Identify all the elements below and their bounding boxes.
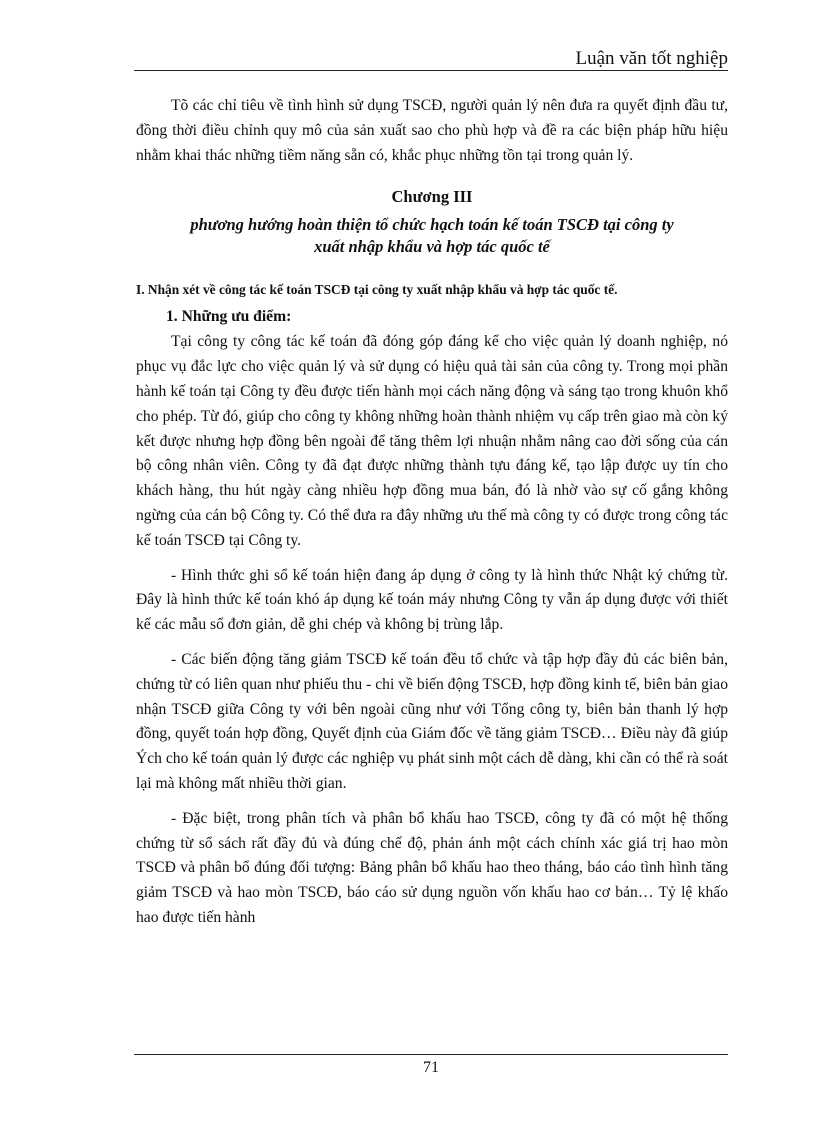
bullet-paragraph: - Các biến động tăng giảm TSCĐ kế toán đều tổ chức và tập hợp đầy đủ các biên bản, chứng từ có liên quan như phiếu thu - chi về biến động TSCĐ, hợp đồng kinh tế, biên bản giao nhận TSCĐ giữa Công ty với bên ngoài cũng như với Tổng công ty, biên bản thanh lý hợp đồng, quyết toán hợp đồng, Quyết định của Giám đốc về tăng giảm TSCĐ… Điều này đã giúp Ých cho kế toán quản lý được các nghiệp vụ phát sinh một cách dễ dàng, khi cần có thể rà soát lại mà không mất nhiều thời gian. <box>136 650 728 792</box>
header-title: Luận văn tốt nghiệp <box>575 48 728 69</box>
page-header <box>134 48 728 71</box>
page-content <box>136 94 728 931</box>
chapter-subtitle-line-1: phương hướng hoàn thiện tổ chức hạch toán kế toán TSCĐ tại công ty <box>190 215 674 235</box>
page-number: 71 <box>423 1059 439 1076</box>
footer-divider <box>134 1054 728 1055</box>
chapter-subtitle-line-2: xuất nhập khẩu và hợp tác quốc tế <box>314 237 550 257</box>
bullet-paragraph: - Đặc biệt, trong phân tích và phân bổ khấu hao TSCĐ, công ty đã có một hệ thống chứng từ sổ sách rất đầy đủ và đúng chế độ, phản ánh một cách chính xác giá trị hao mòn TSCĐ và phân bổ đúng đối tượng: Bảng phân bổ khấu hao theo tháng, báo cáo tình hình tăng giảm TSCĐ và hao mòn TSCĐ, báo cáo sử dụng nguồn vốn khấu hao cơ bản… Tỷ lệ khấo hao được tiến hành <box>136 809 728 926</box>
section-heading: I. Nhận xét về công tác kế toán TSCĐ tại công ty xuất nhập khẩu và hợp tác quốc tế. <box>136 282 618 298</box>
chapter-subtitle <box>136 214 728 258</box>
body-paragraph: Tại công ty công tác kế toán đã đóng góp đáng kể cho việc quản lý doanh nghiệp, nó phục vụ đắc lực cho việc quản lý và sử dụng có hiệu quả tài sản của công ty. Trong mọi phần hành kế toán tại Công ty đều được tiến hành mọi cách năng động và sáng tạo trong khuôn khổ cho phép. Từ đó, giúp cho công ty không những hoàn thành nhiệm vụ cấp trên giao mà còn ký kết được nhưng hợp đồng bên ngoài để tăng thêm lợi nhuận nhằm nâng cao đời sống của cán bộ công nhân viên. Công ty đã đạt được những thành tựu đáng kể, tạo lập được uy tín cho khách hàng, thu hút ngày càng nhiều hợp đồng mua bán, đó là nhờ vào sự cố gắng không ngừng của cán bộ Công ty. Có thể đưa ra đây những ưu thế mà công ty có được trong công tác kế toán TSCĐ tại Công ty. <box>136 333 728 549</box>
subsection-heading: 1. Những ưu điểm: <box>166 308 292 326</box>
chapter-title: Chương III <box>391 187 473 207</box>
bullet-paragraph: - Hình thức ghi sổ kế toán hiện đang áp dụng ở công ty là hình thức Nhật ký chứng từ. Đây là hình thức kế toán khó áp dụng kế toán máy nhưng Công ty vẫn áp dụng được với thiết kế các mẫu sổ đơn giản, dễ ghi chép và không bị trùng lắp. <box>136 566 728 634</box>
intro-paragraph: Tõ các chỉ tiêu về tình hình sử dụng TSCĐ, người quản lý nên đưa ra quyết định đầu tư, đồng thời điều chỉnh quy mô của sản xuất sao cho phù hợp và đề ra các biện pháp hữu hiệu nhằm khai thác những tiềm năng sẵn có, khắc phục những tồn tại trong quản lý. <box>136 97 728 164</box>
